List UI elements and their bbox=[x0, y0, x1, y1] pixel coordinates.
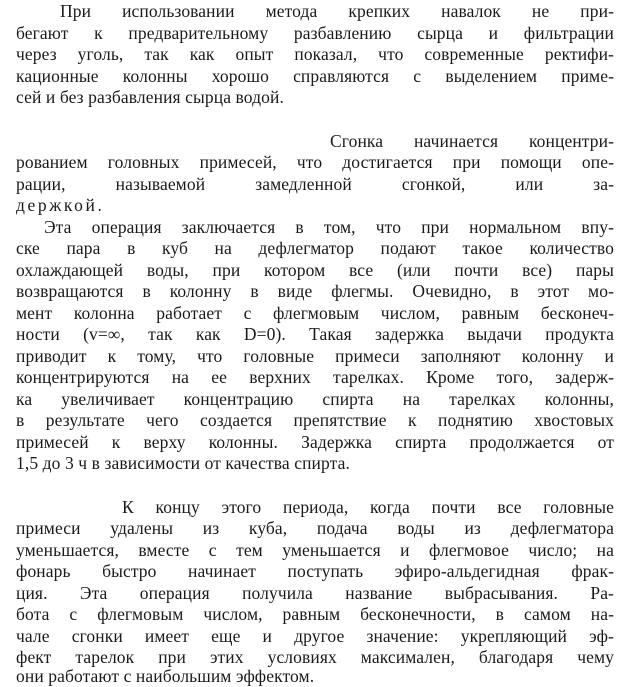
text-line: При использовании метода крепких навалок не при- bbox=[60, 1, 614, 21]
text-line: кационные колонны хорошо справляются с выделением приме- bbox=[16, 66, 614, 86]
text-line: бота с флегмовым числом, равным бесконечности, в самом на- bbox=[16, 604, 614, 624]
text-line: ка увеличивает концентрацию спирта на тарелках колонны, bbox=[16, 389, 614, 409]
text-line: ности (v=∞, так как D=0). Такая задержка выдачи продукта bbox=[16, 324, 614, 344]
text-line: Сгонка начинается концентри- bbox=[330, 131, 614, 151]
text-line: К концу этого периода, когда почти все головные bbox=[122, 497, 614, 517]
text-line: фонарь быстро начинает поступать эфиро-альдегидная фрак- bbox=[16, 561, 614, 581]
text-line: охлаждающей воды, при котором все (или почти все) пары bbox=[16, 260, 614, 280]
text-line: примесей к верху колонны. Задержка спирта продолжается от bbox=[16, 432, 614, 452]
text-line: мент колонна работает с флегмовым числом, равным бесконеч- bbox=[16, 303, 614, 323]
text-line: рованием головных примесей, что достигается при помощи опе- bbox=[16, 152, 614, 172]
text-line: чале сгонки имеет еще и другое значение: укрепляющий эф- bbox=[16, 626, 614, 646]
text-line: концентрируются на ее верхних тарелках. Кроме того, задерж- bbox=[16, 367, 614, 387]
text-line: в результате чего создается препятствие к поднятию хвостовых bbox=[16, 410, 614, 430]
text-line: возвращаются в колонну в виде флегмы. Очевидно, в этот мо- bbox=[16, 281, 614, 301]
text-line: 1,5 до 3 ч в зависимости от качества спирта. bbox=[16, 453, 350, 473]
text-line: сей и без разбавления сырца водой. bbox=[16, 87, 284, 107]
text-line: ция. Эта операция получила название выбрасывания. Ра- bbox=[16, 583, 614, 603]
text-line: примеси удалены из куба, подача воды из дефлегматора bbox=[16, 518, 614, 538]
text-line: они работают с наибольшим эффектом. bbox=[16, 666, 315, 686]
text-line: приводит к тому, что головные примеси заполняют колонну и bbox=[16, 346, 614, 366]
text-line: ске пара в куб на дефлегматор подают такое количество bbox=[16, 238, 614, 258]
text-line: уменьшается, вместе с тем уменьшается и флегмовое число; на bbox=[16, 540, 614, 560]
text-line: держкой. bbox=[16, 195, 105, 215]
text-line: рации, называемой замедленной сгонкой, или за- bbox=[16, 174, 614, 194]
text-line: бегают к предварительному разбавлению сырца и фильтрации bbox=[16, 23, 614, 43]
text-line: Эта операция заключается в том, что при нормальном впу- bbox=[44, 217, 614, 237]
text-line: фект тарелок при этих условиях максимален, благодаря чему bbox=[16, 647, 614, 667]
text-line: через уголь, так как опыт показал, что современные ректифи- bbox=[16, 44, 614, 64]
